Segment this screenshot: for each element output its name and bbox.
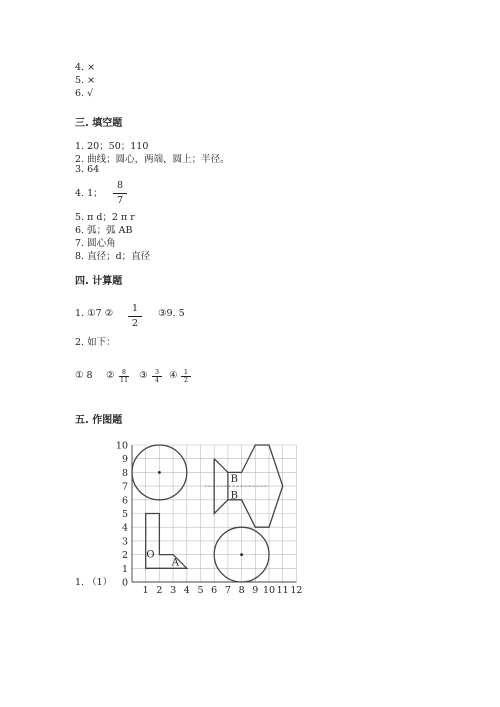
fraction-numerator: 8: [116, 180, 124, 191]
coordinate-grid-figure: [110, 436, 310, 600]
fraction-denominator: 11: [119, 376, 129, 384]
x-tick-label: 12: [290, 585, 303, 596]
coordinate-grid: [110, 436, 310, 596]
y-tick-label: 10: [115, 440, 128, 452]
x-tick-label: 2: [156, 585, 163, 596]
calc-q1-prefix: 1. ①7 ②: [75, 308, 114, 319]
fill-q1: 1. 20；50；110: [75, 141, 149, 152]
x-tick-label: 9: [252, 585, 259, 596]
circle-center-dot: [158, 471, 161, 474]
x-tick-label: 4: [183, 585, 190, 596]
x-tick-label: 6: [211, 585, 218, 596]
y-tick-label: 5: [121, 509, 128, 520]
label-o: O: [146, 549, 155, 561]
fill-q4-fraction: [113, 180, 127, 207]
section-heading-drawing: 五. 作图题: [75, 415, 123, 426]
calc-q1-fraction: [128, 303, 142, 330]
y-tick-label: 1: [121, 563, 128, 575]
fraction-numerator: 1: [183, 368, 189, 376]
y-tick-label: 9: [121, 454, 128, 466]
calc-answer-1: ① 8: [75, 370, 93, 381]
label-b-top: B: [230, 473, 238, 485]
x-tick-label: 7: [224, 585, 231, 596]
y-tick-label: 3: [121, 536, 128, 548]
x-tick-label: 11: [276, 585, 289, 596]
fill-q6: 6. 弧；弧 AB: [75, 225, 133, 236]
section-heading-calculation: 四. 计算题: [75, 276, 123, 287]
label-a: A: [171, 557, 179, 569]
fill-q7: 7. 圆心角: [75, 238, 116, 249]
y-tick-label: 2: [121, 550, 128, 562]
drawing-q1-label: 1. （1）: [75, 577, 113, 588]
calc-answer-2-label: ②: [106, 370, 115, 381]
x-tick-label: 3: [170, 585, 177, 596]
y-tick-label: 6: [121, 495, 128, 507]
fraction-denominator: 4: [154, 376, 160, 384]
calc-q1-suffix: ③9. 5: [158, 308, 185, 319]
calc-answer-2-fraction: [119, 369, 129, 384]
x-tick-label: 1: [142, 585, 149, 596]
x-tick-label: 8: [238, 585, 245, 596]
x-tick-label: 10: [262, 585, 276, 596]
y-tick-label: 4: [121, 522, 128, 534]
fill-q8: 8. 直径；d；直径: [75, 251, 151, 262]
answer-line-6: 6. √: [75, 88, 94, 99]
y-tick-label: 7: [121, 481, 128, 493]
y-tick-label: 8: [121, 467, 128, 479]
label-b-bottom: B: [230, 490, 238, 502]
calc-answer-3-label: ③: [139, 370, 148, 381]
fraction-bar: [113, 193, 127, 194]
fill-q2: 2. 曲线；圆心，两端，圆上；半径。: [75, 154, 230, 165]
fill-q3: 3. 64: [75, 164, 100, 175]
fraction-numerator: 1: [131, 303, 139, 314]
fill-q5: 5. π d；2 π r: [75, 212, 135, 223]
answer-line-4: 4. ×: [75, 62, 96, 73]
answer-line-5: 5. ×: [75, 75, 96, 86]
fill-q4-prefix: 4. 1；: [75, 188, 103, 199]
y-tick-label: 0: [121, 577, 128, 589]
fraction-numerator: 8: [121, 368, 127, 376]
fraction-numerator: 3: [154, 368, 160, 376]
fraction-denominator: 7: [116, 195, 124, 206]
calc-q2: 2. 如下：: [75, 337, 116, 348]
calc-answer-3-fraction: [152, 369, 162, 384]
section-heading-fill-blank: 三. 填空题: [75, 118, 123, 129]
x-tick-label: 5: [197, 585, 204, 596]
calc-answer-4-fraction: [181, 369, 191, 384]
fraction-denominator: 2: [183, 376, 189, 384]
calc-answer-4-label: ④: [169, 370, 178, 381]
fraction-bar: [128, 316, 142, 317]
circle-center-dot: [240, 553, 243, 556]
fraction-denominator: 2: [131, 318, 139, 329]
